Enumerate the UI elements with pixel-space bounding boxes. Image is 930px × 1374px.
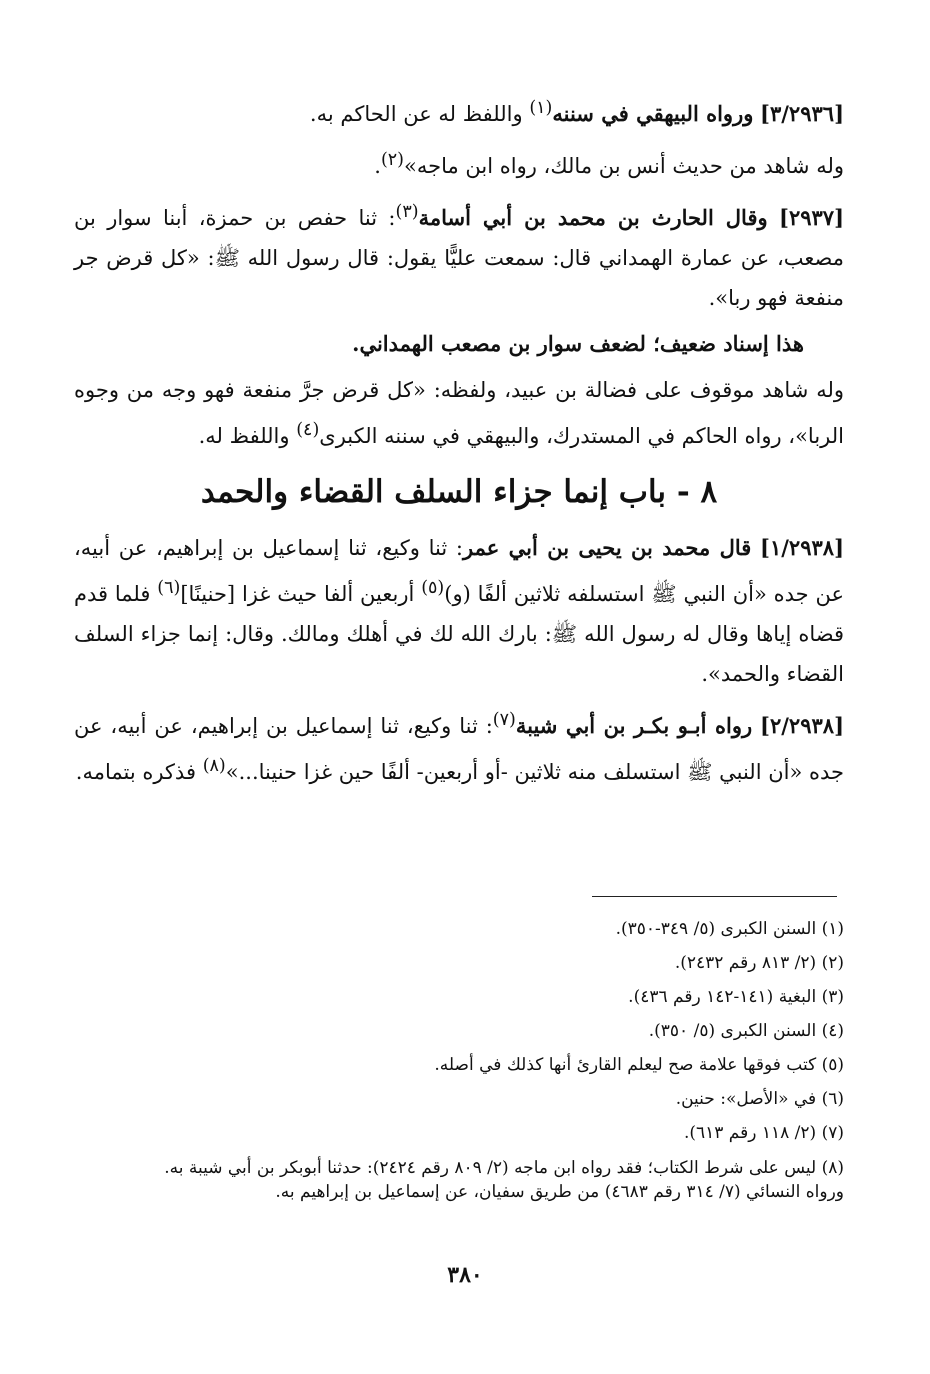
footnote-5: (٥) كتب فوقها علامة صح ليعلم القارئ أنها كذلك في أصله. (434, 1055, 844, 1075)
footnote-3: (٣) البغية (١٤١-١٤٢ رقم ٤٣٦). (628, 987, 844, 1007)
footnote-separator (592, 896, 837, 897)
footnote-ref-2[interactable]: (٢) (380, 150, 404, 170)
footnote-ref-3[interactable]: (٣) (395, 202, 419, 222)
isnad-grading: هذا إسناد ضعيف؛ لضعف سوار بن مصعب الهمداني. (352, 331, 804, 356)
narrator-text: ورواه البيهقي في سننه (552, 101, 754, 126)
footnote-ref-1[interactable]: (١) (529, 98, 553, 118)
paragraph-text: أربعين ألفا حيث غزا [حنينًا] (180, 582, 415, 606)
paragraph-text: : ثنا وكيع، ثنا إسماعيل بن إبراهيم، عن أبيه، عن جده «أن النبي ﷺ استسلف منه ثلاثين -أو أربعين- ألفًا حين غزا حنينا...» (74, 714, 844, 784)
footnote-1: (١) السنن الكبرى (٥/ ٣٤٩-٣٥٠). (615, 919, 844, 939)
footnote-8-line-1: (٨) ليس على شرط الكتاب؛ فقد رواه ابن ماجه (٢/ ٨٠٩ رقم ٢٤٢٤): حدثنا أبوبكر بن أبي شيبة به. (164, 1158, 844, 1178)
narrator-text: قال محمد بن يحيى بن أبي عمر (463, 535, 752, 560)
hadith-number: [٣/٢٩٣٦] (760, 101, 844, 126)
paragraph-text: واللفظ له عن الحاكم به. (309, 102, 523, 126)
paragraph-2937 (74, 192, 844, 318)
narrator-text: رواه أبـو بكـر بن أبي شيبة (515, 713, 753, 738)
paragraph-text: وله شاهد من حديث أنس بن مالك، رواه ابن ماجه» (404, 154, 844, 178)
chapter-heading: ٨ - باب إنما جزاء السلف القضاء والحمد (200, 474, 718, 510)
footnote-ref-8[interactable]: (٨) (202, 756, 226, 776)
hadith-number: [٢/٢٩٣٨] (760, 713, 844, 738)
paragraph-text: وله شاهد موقوف على فضالة بن عبيد، ولفظه: «كل قرض جرَّ منفعة فهو وجه من وجوه الربا»، رواه الحاكم في المستدرك، والبيهقي في سننه الكبرى (74, 378, 844, 448)
paragraph-text: : ثنا حفص بن حمزة، أبنا سوار بن مصعب، عن عمارة الهمداني قال: سمعت عليًّا يقول: قال رسول الله ﷺ: «كل قرض جر منفعة فهو ربا». (74, 206, 844, 310)
footnote-ref-7[interactable]: (٧) (492, 710, 516, 730)
paragraph-text: : ثنا وكيع، ثنا إسماعيل بن إبراهيم، عن أبيه، عن جده «أن النبي ﷺ استسلفه ثلاثين ألفًا (و) (74, 536, 844, 606)
footnote-2: (٢) (٢/ ٨١٣ رقم ٢٤٣٢). (674, 953, 844, 973)
footnotes (74, 912, 844, 1204)
paragraph-witness-anas (74, 140, 844, 186)
narrator-text: وقال الحارث بن محمد بن أبي أسامة (418, 205, 768, 230)
paragraph-2938-1 (74, 528, 844, 694)
paragraph-text: فلما قدم قضاه إياها وقال له رسول الله ﷺ: بارك الله لك في أهلك ومالك. وقال: إنما جزاء السلف القضاء والحمد». (74, 582, 844, 686)
hadith-number: [١/٢٩٣٨] (760, 535, 844, 560)
hadith-number: [٢٩٣٧] (779, 205, 844, 230)
period: . (374, 154, 381, 178)
footnote-ref-4[interactable]: (٤) (296, 420, 320, 440)
page-number: ٣٨٠ (447, 1262, 483, 1288)
paragraph-witness-fadala (74, 370, 844, 456)
paragraph-2938-2 (74, 700, 844, 792)
footnote-7: (٧) (٢/ ١١٨ رقم ٦١٣). (683, 1123, 844, 1143)
footnote-6: (٦) في «الأصل»: حنين. (675, 1089, 844, 1109)
footnote-8 (74, 1156, 844, 1204)
footnote-ref-6[interactable]: (٦) (157, 578, 181, 598)
paragraph-text: فذكره بتمامه. (75, 760, 196, 784)
page-body (74, 88, 844, 798)
paragraph-2936-3 (74, 88, 844, 134)
paragraph-text: واللفظ له. (198, 424, 290, 448)
footnote-4: (٤) السنن الكبرى (٥/ ٣٥٠). (648, 1021, 844, 1041)
footnote-ref-5[interactable]: (٥) (421, 578, 445, 598)
footnote-8-line-2: ورواه النسائي (٧/ ٣١٤ رقم ٤٦٨٣) من طريق سفيان، عن إسماعيل بن إبراهيم به. (275, 1182, 844, 1202)
